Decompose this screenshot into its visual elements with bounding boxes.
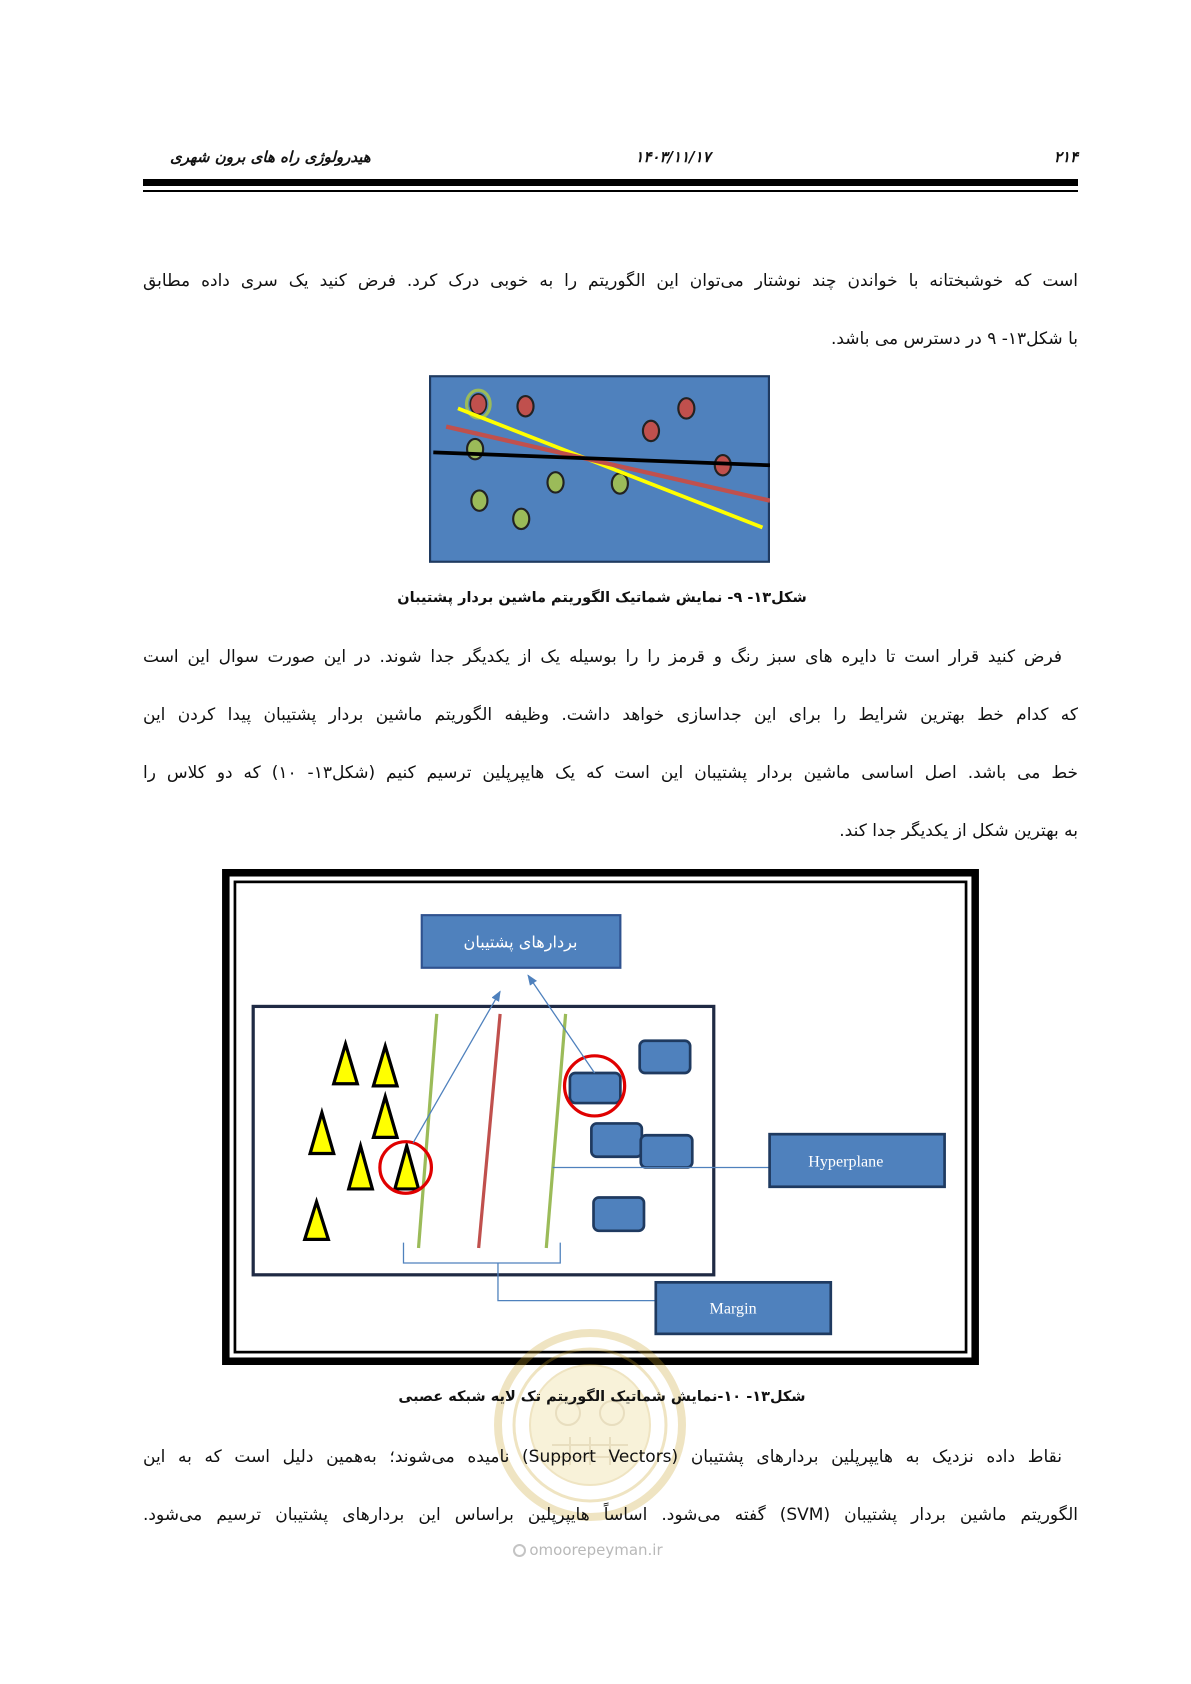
green-point bbox=[471, 490, 487, 510]
watermark-url bbox=[488, 1538, 688, 1562]
class-b-square bbox=[640, 1041, 690, 1073]
class-b-square bbox=[641, 1135, 693, 1167]
body-text-line: با شکل۱۳- ۹ در دسترس می باشد. bbox=[830, 329, 1078, 349]
body-text-line: الگوریتم ماشین بردار پشتیبان (SVM) گفته می‌شود. اساساً هایپرپلین براساس این بردارهای پشتیبان ترسیم می‌شود. bbox=[143, 1505, 1078, 1525]
figure-2-caption: شکل۱۳- ۱۰-نمایش شماتیک الگوریتم تک لایه شبکه عصبی bbox=[398, 1389, 806, 1405]
body-text-line: که کدام خط بهترین شرایط را برای این جداسازی خواهد داشت. وظیفه الگوریتم ماشین بردار پشتیبان پیدا کردن این bbox=[143, 705, 1078, 725]
body-text-line: فرض کنید قرار است تا دایره های سبز رنگ و قرمز را را بوسیله یک از یکدیگر جدا شوند. در این صورت سوال این است bbox=[143, 647, 1062, 667]
figure-1-caption: شکل۱۳- ۹- نمایش شماتیک الگوریتم ماشین بردار پشتیبان bbox=[397, 590, 807, 606]
red-point bbox=[470, 394, 486, 414]
green-point bbox=[547, 472, 563, 492]
body-text-line: نقاط داده نزدیک به هایپرپلین بردارهای پشتیبان (Support Vectors) نامیده می‌شوند؛ به‌همین دلیل است که به این bbox=[143, 1447, 1062, 1467]
red-point bbox=[517, 396, 533, 416]
body-text-line: به بهترین شکل از یکدیگر جدا کند. bbox=[839, 821, 1078, 841]
class-b-square bbox=[591, 1123, 641, 1156]
header-date: ۱۴۰۳/۱۱/۱۷ bbox=[635, 148, 711, 166]
figure-svm-scatter bbox=[429, 375, 770, 563]
header-rule-thin bbox=[143, 190, 1078, 192]
watermark-url-text: omoorepeyman.ir bbox=[529, 1541, 663, 1559]
watermark-inner-ring bbox=[514, 1349, 666, 1501]
body-text-line: خط می باشد. اصل اساسی ماشین بردار پشتیبان این است که یک هایپرپلین ترسیم کنیم (شکل۱۳- ۱۰) که دو کلاس را bbox=[143, 763, 1078, 783]
margin-label: Margin bbox=[709, 1300, 757, 1318]
class-b-square bbox=[594, 1198, 644, 1231]
hyperplane-label: Hyperplane bbox=[808, 1153, 884, 1171]
green-point bbox=[612, 473, 628, 493]
class-b-square-support-vector bbox=[570, 1073, 620, 1103]
red-point bbox=[678, 398, 694, 418]
site-logo-icon bbox=[513, 1544, 526, 1557]
red-point bbox=[643, 421, 659, 441]
green-point bbox=[513, 509, 529, 529]
green-point bbox=[467, 439, 483, 459]
support-vectors-label: بردارهای پشتیبان bbox=[463, 932, 578, 952]
figure-svm-hyperplane bbox=[222, 869, 979, 1365]
book-title: هیدرولوژی راه های برون شهری bbox=[170, 148, 371, 166]
header-rule-thick bbox=[143, 179, 1078, 186]
body-text-line: است که خوشبختانه با خواندن چند نوشتار می‌توان این الگوریتم را به خوبی درک کرد. فرض کنید یک سری داده مطابق bbox=[143, 271, 1078, 291]
page-number: ۲۱۴ bbox=[1053, 148, 1078, 166]
